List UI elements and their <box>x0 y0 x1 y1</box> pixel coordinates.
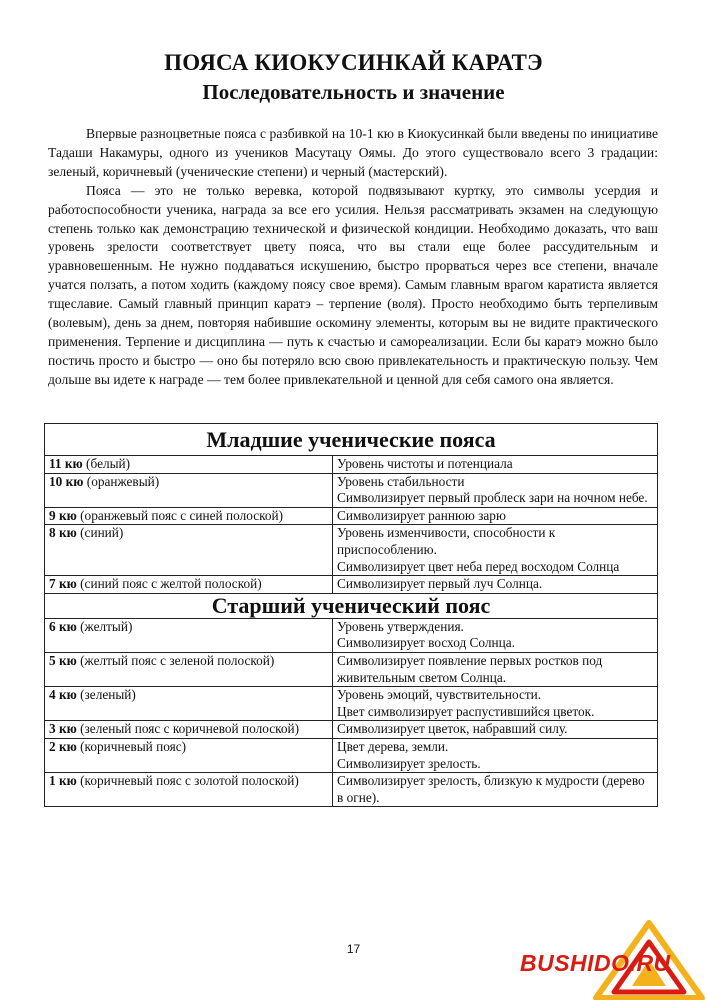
belt-rank-cell <box>45 721 333 739</box>
belt-rank-cell <box>45 473 333 507</box>
meaning-line: Цвет символизирует распустившийся цветок. <box>337 703 595 719</box>
section-heading: Младшие ученические пояса <box>45 424 658 456</box>
belt-color: (синий пояс с желтой полоской) <box>80 576 262 592</box>
belt-meaning-cell <box>333 738 658 772</box>
belt-rank-cell <box>45 687 333 721</box>
table-row <box>45 773 658 807</box>
page-title: ПОЯСА КИОКУСИНКАЙ КАРАТЭ <box>164 50 543 75</box>
table-row <box>45 525 658 576</box>
belt-rank-cell <box>45 507 333 525</box>
belt-rank-cell <box>45 738 333 772</box>
kyu-label: 7 кю <box>49 576 77 592</box>
table-row <box>45 618 658 652</box>
meaning-line: Символизирует зрелость, близкую к мудрости (дерево в огне). <box>337 773 645 805</box>
table-row <box>45 652 658 686</box>
belt-meaning-cell <box>333 652 658 686</box>
belt-meaning-cell <box>333 687 658 721</box>
section-heading: Старший ученический пояс <box>45 593 658 618</box>
belt-rank-cell <box>45 652 333 686</box>
belt-color: (оранжевый) <box>86 473 160 489</box>
meaning-line: Уровень утверждения. <box>337 618 464 634</box>
belt-meaning-cell <box>333 456 658 474</box>
meaning-line: Символизирует появление первых ростков под живительным светом Солнца. <box>337 652 603 685</box>
belt-color: (желтый) <box>80 618 133 634</box>
kyu-label: 2 кю <box>49 738 77 754</box>
meaning-line: Символизирует первый проблеск зари на ночном небе. <box>337 490 648 506</box>
logo-text: BUSHIDO.RU <box>520 950 671 976</box>
meaning-line: Уровень эмоций, чувствительности. <box>337 687 542 703</box>
belt-color: (белый) <box>86 456 131 471</box>
belt-rank-cell <box>45 456 333 474</box>
bushido-logo <box>520 920 707 1000</box>
kyu-label: 4 кю <box>49 687 77 703</box>
meaning-line: Символизирует цвет неба перед восходом Солнца <box>337 558 620 574</box>
page-subtitle: Последовательность и значение <box>202 80 505 104</box>
belt-meaning-cell <box>333 618 658 652</box>
kyu-label: 1 кю <box>49 773 77 789</box>
belt-meaning-cell <box>333 473 658 507</box>
kyu-label: 3 кю <box>49 721 77 737</box>
kyu-label: 10 кю <box>49 473 84 489</box>
table-row <box>45 738 658 772</box>
belt-color: (зеленый пояс с коричневой полоской) <box>80 721 300 737</box>
belt-rank-cell <box>45 576 333 594</box>
meaning-line: Символизирует восход Солнца. <box>337 635 515 651</box>
kyu-label: 11 кю <box>49 456 83 471</box>
meaning-line: Символизирует раннюю зарю <box>337 507 506 523</box>
table-row <box>45 507 658 525</box>
intro-paragraph: Впервые разноцветные пояса с разбивкой на 10-1 кю в Киокусинкай были введены по инициативе Тадаши Накамуры, одного из учеников Масутацу Оямы. До этого существовало всего 3 градации: зеленый, коричневый (ученические степени) и черный (мастерский). <box>48 126 658 179</box>
belts-table <box>44 423 658 807</box>
kyu-label: 9 кю <box>49 507 77 523</box>
meaning-line: Цвет дерева, земли. <box>337 738 449 754</box>
belt-color: (желтый пояс с зеленой полоской) <box>80 652 275 668</box>
belt-color: (коричневый пояс с золотой полоской) <box>80 773 299 789</box>
table-row <box>45 721 658 739</box>
meaning-line: Уровень стабильности <box>337 473 465 489</box>
table-row <box>45 456 658 474</box>
meaning-line: Уровень изменчивости, способности к приспособлению. <box>337 525 556 557</box>
belt-rank-cell <box>45 773 333 807</box>
belt-rank-cell <box>45 618 333 652</box>
belt-meaning-cell <box>333 525 658 576</box>
belt-color: (коричневый пояс) <box>80 738 187 754</box>
belt-meaning-cell <box>333 576 658 594</box>
table-row <box>45 473 658 507</box>
page-number: 17 <box>346 942 361 956</box>
belt-color: (оранжевый пояс с синей полоской) <box>80 507 284 523</box>
meaning-line: Уровень чистоты и потенциала <box>337 456 513 471</box>
meaning-line: Символизирует зрелость. <box>337 755 481 771</box>
belt-meaning-cell <box>333 507 658 525</box>
intro-text <box>48 125 658 390</box>
kyu-label: 6 кю <box>49 618 77 634</box>
belt-meaning-cell <box>333 773 658 807</box>
table-row <box>45 576 658 594</box>
meaning-line: Символизирует цветок, набравший силу. <box>337 721 568 737</box>
belt-color: (зеленый) <box>80 687 136 703</box>
belt-meaning-cell <box>333 721 658 739</box>
meaning-line: Символизирует первый луч Солнца. <box>337 576 543 592</box>
kyu-label: 5 кю <box>49 652 77 668</box>
table-row <box>45 687 658 721</box>
belt-rank-cell <box>45 525 333 576</box>
belt-color: (синий) <box>80 525 124 541</box>
kyu-label: 8 кю <box>49 525 77 541</box>
intro-paragraph: Пояса — это не только веревка, которой подвязывают куртку, это символы усердия и работоспособности ученика, награда за все его усилия. Нельзя рассматривать экзамен на следующую степень только как демонстрацию технической и физической кондиции. Необходимо доказать, что ваш уровень зрелости соответствует цвету пояса, что вы стали еще более рассудительным и уравновешенным. Не нужно поддаваться искушению, быстро прорваться через все степени, вначале учатся ползать, а потом ходить (каждому поясу свое время). Самым главным врагом каратиста является тщеславие. Самый главный принцип каратэ – терпение (воля). Просто необходимо быть терпеливым (волевым), день за днем, повторяя набившие оскомину элементы, которым вы не видите практического применения. Терпение и дисциплина — путь к счастью и самореализации. Если бы каратэ можно было постичь просто и быстро — оно бы потеряло всю свою привлекательность и практическую пользу. Чем дольше вы идете к награде — тем более привлекательной и ценной для себя самого она является. <box>48 182 658 387</box>
